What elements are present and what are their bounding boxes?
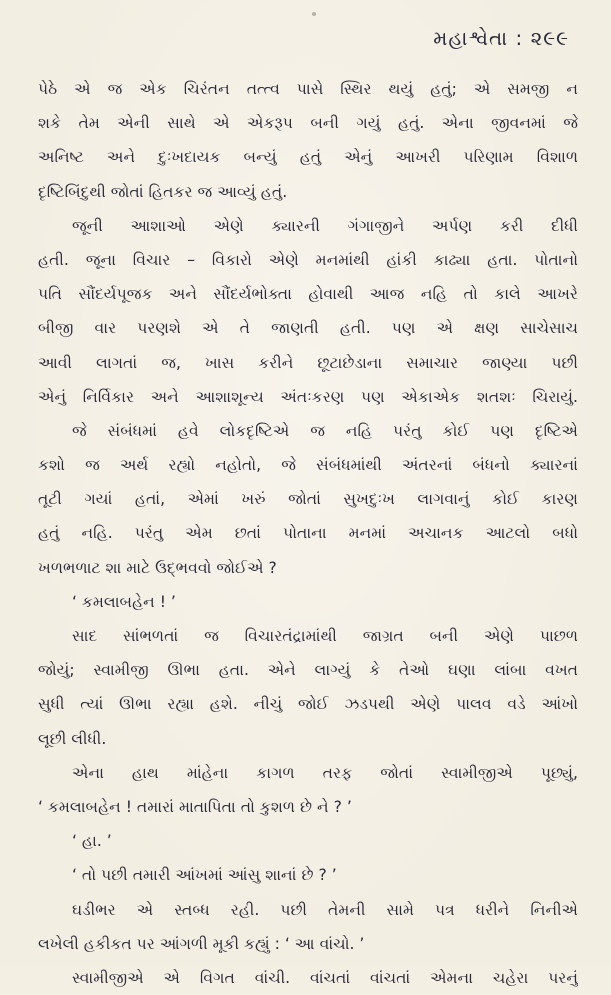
text-line: લખેલી હકીકત પર આંગળી મૂકી કહ્યું : ‘ આ વાંચો. ’ [38,934,365,953]
text-line: પેઠે એ જ એક ચિરંતન તત્ત્વ પાસે સ્થિર થયું હતું; એ સમજી ન [38,80,578,98]
paragraph-start: જૂની આશાઓ એણે ક્યારની ગંગાજીને અર્પણ કરી દીધી [72,216,578,235]
body-text [38,72,578,995]
text-line: ‘ કમલાબહેન ! તમારાં માતાપિતા તો કુશળ છે ને ? ’ [38,797,352,816]
text-line: એનું નિર્વિકાર અને આશાશૂન્ય અંતઃકરણ પણ એકાએક શતશઃ ચિરાયું. [38,387,578,406]
text-line: ખળભળાટ શા માટે ઉદ્ભવવો જોઈએ ? [38,558,277,577]
text-line: બીજી વાર પરણશે એ તે જાણતી હતી. પણ એ ક્ષણ સાચેસાચ [38,319,578,338]
paragraph-start: સાદ સાંભળતાં જ વિચારતંદ્રામાંથી જાગ્રત બની એણે પાછળ [72,627,578,645]
text-line: શકે તેમ એની સાથે એ એકરૂપ બની ગયું હતું. એના જીવનમાં જે [38,114,578,133]
text-line: તૂટી ગયાં હતાં, એમાં ખરું જોતાં સુખદુઃખ લાગવાનું કોઈ કારણ [38,490,578,509]
text-line: કશો જ અર્થ રહ્યો નહોતો, જે સંબંધમાંથી અંતરનાં બંધનો ક્યારનાં [38,456,578,475]
paragraph-start: જે સંબંધમાં હવે લોકદૃષ્ટિએ જ નહિ પરંતુ કોઈ પણ દૃષ્ટિએ [72,421,578,440]
dialogue-line: ‘ હા. ’ [72,832,112,851]
running-header: મહાશ્વેતા : ૨૯૯ [433,26,569,50]
paragraph-start: સ્વામીજીએ એ વિગત વાંચી. વાંચતાં વાંચતાં એમના ચહેરા પરનું [72,968,578,987]
text-line: સુધી ત્યાં ઊભા રહ્યા હશે. નીચું જોઈ ઝડપથી એણે પાલવ વડે આંખો [38,695,578,714]
paragraph-start: એના હાથ માંહેના કાગળ તરફ જોતાં સ્વામીજીએ પૂછ્યું, [72,763,578,782]
paragraph-start: ઘડીભર એ સ્તબ્ધ રહી. પછી તેમની સામે પત્ર ધરીને નિનીએ [72,900,578,919]
text-line: હતી. જૂના વિચાર – વિકારો એણે મનમાંથી હાંકી કાઢ્યા હતા. પોતાનો [38,250,578,269]
dialogue-line: ‘ કમલાબહેન ! ’ [72,592,176,611]
print-speck [312,12,316,16]
dialogue-line: ‘ તો પછી તમારી આંખમાં આંસુ શાનાં છે ? ’ [72,866,337,885]
text-line: હતું નહિ. પરંતુ એમ છતાં પોતાના મનમાં અચાનક આટલો બધો [38,524,578,543]
text-line: આવી લાગતાં જ, ખાસ કરીને છૂટાછેડાના સમાચાર જાણ્યા પછી [38,353,578,372]
text-line: અનિષ્ટ અને દુઃખદાયક બન્યું હતું એનું આખરી પરિણામ વિશાળ [38,148,578,167]
text-line: પતિ સૌંદર્યપૂજક અને સૌંદર્યભોક્તા હોવાથી આજ નહિ તો કાલે આખરે [38,285,578,304]
text-line: જોયું; સ્વામીજી ઊભા હતા. એને લાગ્યું કે તેઓ ઘણા લાંબા વખત [38,661,578,680]
text-line: દૃષ્ટિબિંદુથી જોતાં હિતકર જ આવ્યું હતું. [38,182,288,201]
text-line: લૂછી લીધી. [38,729,107,748]
